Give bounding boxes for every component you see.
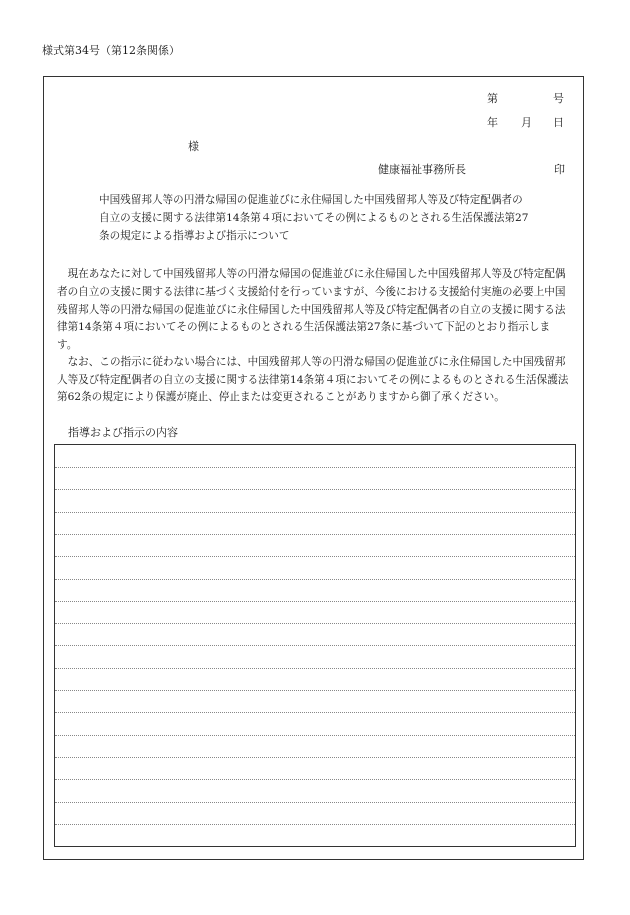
form-number: 様式第34号（第12条関係）	[42, 44, 180, 57]
ruled-line	[55, 467, 575, 468]
addressee-honorific: 様	[188, 140, 199, 153]
body-line: す。	[57, 339, 78, 351]
ruled-line	[55, 802, 575, 803]
number-prefix: 第	[487, 92, 498, 105]
body-line: 律第14条第４項においてその例によるものとされる生活保護法第27条に基づいて下記のとおり指示しま	[57, 321, 551, 333]
ruled-line	[55, 623, 575, 624]
ruled-line	[55, 601, 575, 602]
seal-mark: 印	[554, 163, 565, 176]
date-month: 月	[521, 116, 532, 129]
ruled-line	[55, 712, 575, 713]
ruled-line	[55, 757, 575, 758]
ruled-line	[55, 779, 575, 780]
instruction-content-box[interactable]	[54, 444, 576, 847]
ruled-line	[55, 690, 575, 691]
content-label: 指導および指示の内容	[68, 426, 178, 439]
ruled-line	[55, 512, 575, 513]
date-year: 年	[487, 116, 498, 129]
body-line: なお、この指示に従わない場合には、中国残留邦人等の円滑な帰国の促進並びに永住帰国した中国残留邦	[57, 356, 566, 368]
ruled-line	[55, 556, 575, 557]
ruled-line	[55, 645, 575, 646]
number-suffix: 号	[553, 92, 564, 105]
ruled-line	[55, 489, 575, 490]
subject-line: 自立の支援に関する法律第14条第４項においてその例によるものとされる生活保護法第27	[99, 212, 529, 224]
body-line: 人等及び特定配偶者の自立の支援に関する法律第14条第４項においてその例によるものとされる生活保護法	[57, 374, 569, 386]
ruled-line	[55, 579, 575, 580]
sender-title: 健康福祉事務所長	[378, 163, 466, 176]
body-line: 残留邦人等の円滑な帰国の促進並びに永住帰国した中国残留邦人等及び特定配偶者の自立の支援に関する法	[57, 304, 566, 316]
subject-line: 中国残留邦人等の円滑な帰国の促進並びに永住帰国した中国残留邦人等及び特定配偶者の	[99, 194, 523, 206]
ruled-line	[55, 668, 575, 669]
body-line: 者の自立の支援に関する法律に基づく支援給付を行っていますが、今後における支援給付実施の必要上中国	[57, 286, 566, 298]
ruled-line	[55, 534, 575, 535]
date-day: 日	[553, 116, 564, 129]
ruled-line	[55, 735, 575, 736]
body-line: 現在あなたに対して中国残留邦人等の円滑な帰国の促進並びに永住帰国した中国残留邦人等及び特定配偶	[57, 268, 566, 280]
ruled-line	[55, 824, 575, 825]
body-line: 第62条の規定により保護が廃止、停止または変更されることがありますから御了承ください。	[57, 391, 505, 403]
subject-line: 条の規定による指導および指示について	[99, 230, 290, 242]
